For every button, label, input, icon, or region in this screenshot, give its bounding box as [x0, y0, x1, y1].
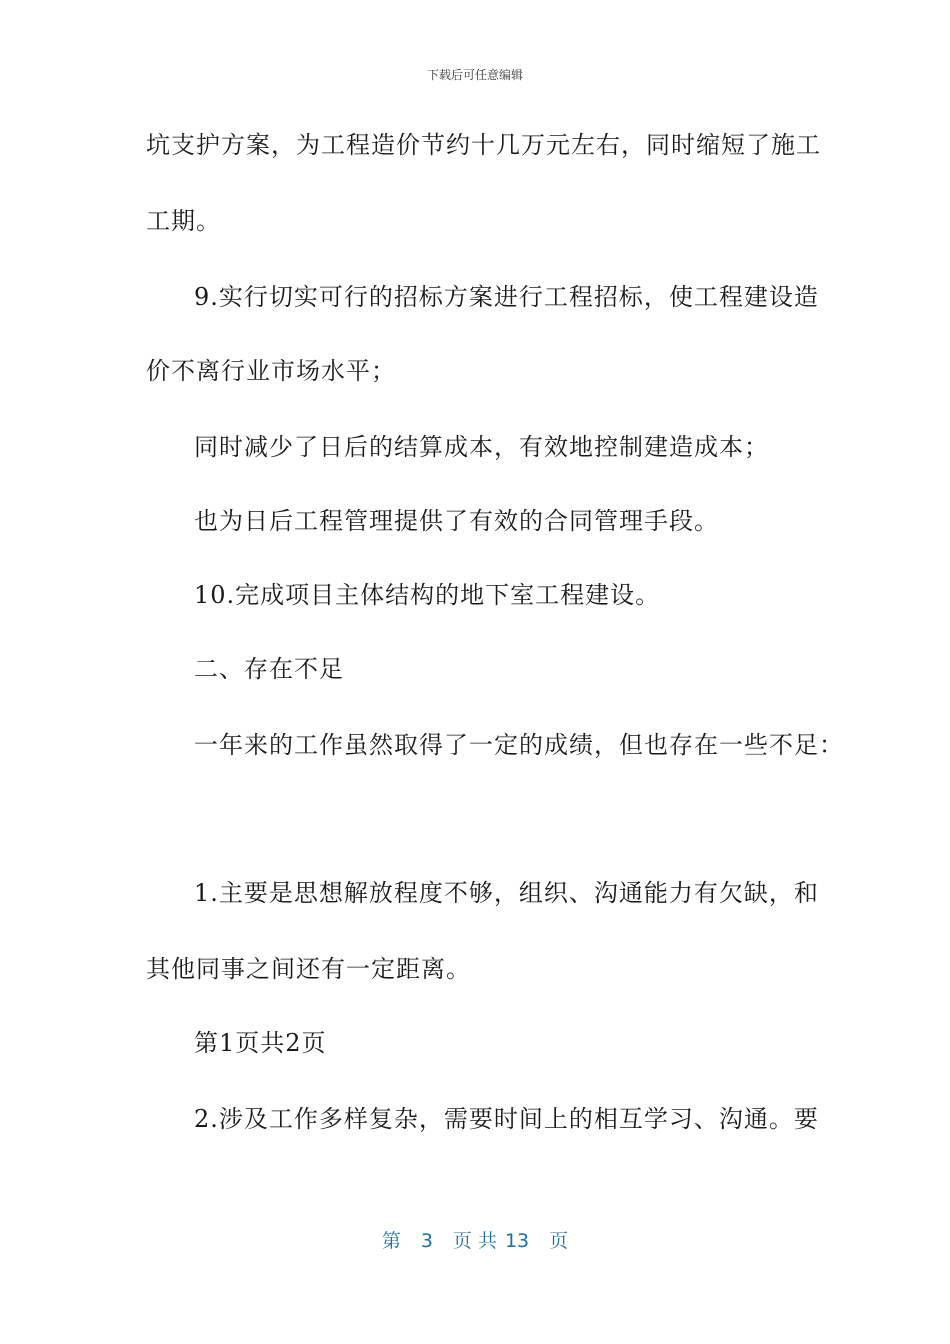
- embedded-page-marker: 第1页共2页: [194, 1029, 327, 1057]
- paragraph-line: 同时减少了日后的结算成本，有效地控制建造成本；: [194, 433, 769, 461]
- paragraph-line: 一年来的工作虽然取得了一定的成绩，但也存在一些不足：: [194, 731, 844, 759]
- paragraph-line: 2.涉及工作多样复杂，需要时间上的相互学习、沟通。要: [194, 1105, 819, 1133]
- footer-suffix: 页: [549, 1230, 569, 1252]
- paragraph-line: 1.主要是思想解放程度不够，组织、沟通能力有欠缺，和: [194, 879, 819, 907]
- page-footer: [0, 1226, 950, 1253]
- footer-prefix: 第: [381, 1230, 401, 1252]
- paragraph-line: 工期。: [146, 207, 221, 235]
- paragraph-line: 也为日后工程管理提供了有效的合同管理手段。: [194, 507, 719, 535]
- paragraph-line: 价不离行业市场水平；: [146, 357, 396, 385]
- paragraph-line: 坑支护方案，为工程造价节约十几万元左右，同时缩短了施工: [146, 131, 821, 159]
- paragraph-line: 10.完成项目主体结构的地下室工程建设。: [194, 581, 661, 609]
- header-note: 下载后可任意编辑: [426, 68, 523, 82]
- footer-total-pages: 13: [504, 1230, 530, 1252]
- footer-current-page: 3: [420, 1230, 433, 1252]
- section-heading: 二、存在不足: [194, 655, 344, 683]
- footer-middle: 页 共: [452, 1230, 497, 1252]
- paragraph-line: 其他同事之间还有一定距离。: [146, 955, 471, 983]
- paragraph-line: 9.实行切实可行的招标方案进行工程招标，使工程建设造: [194, 283, 819, 311]
